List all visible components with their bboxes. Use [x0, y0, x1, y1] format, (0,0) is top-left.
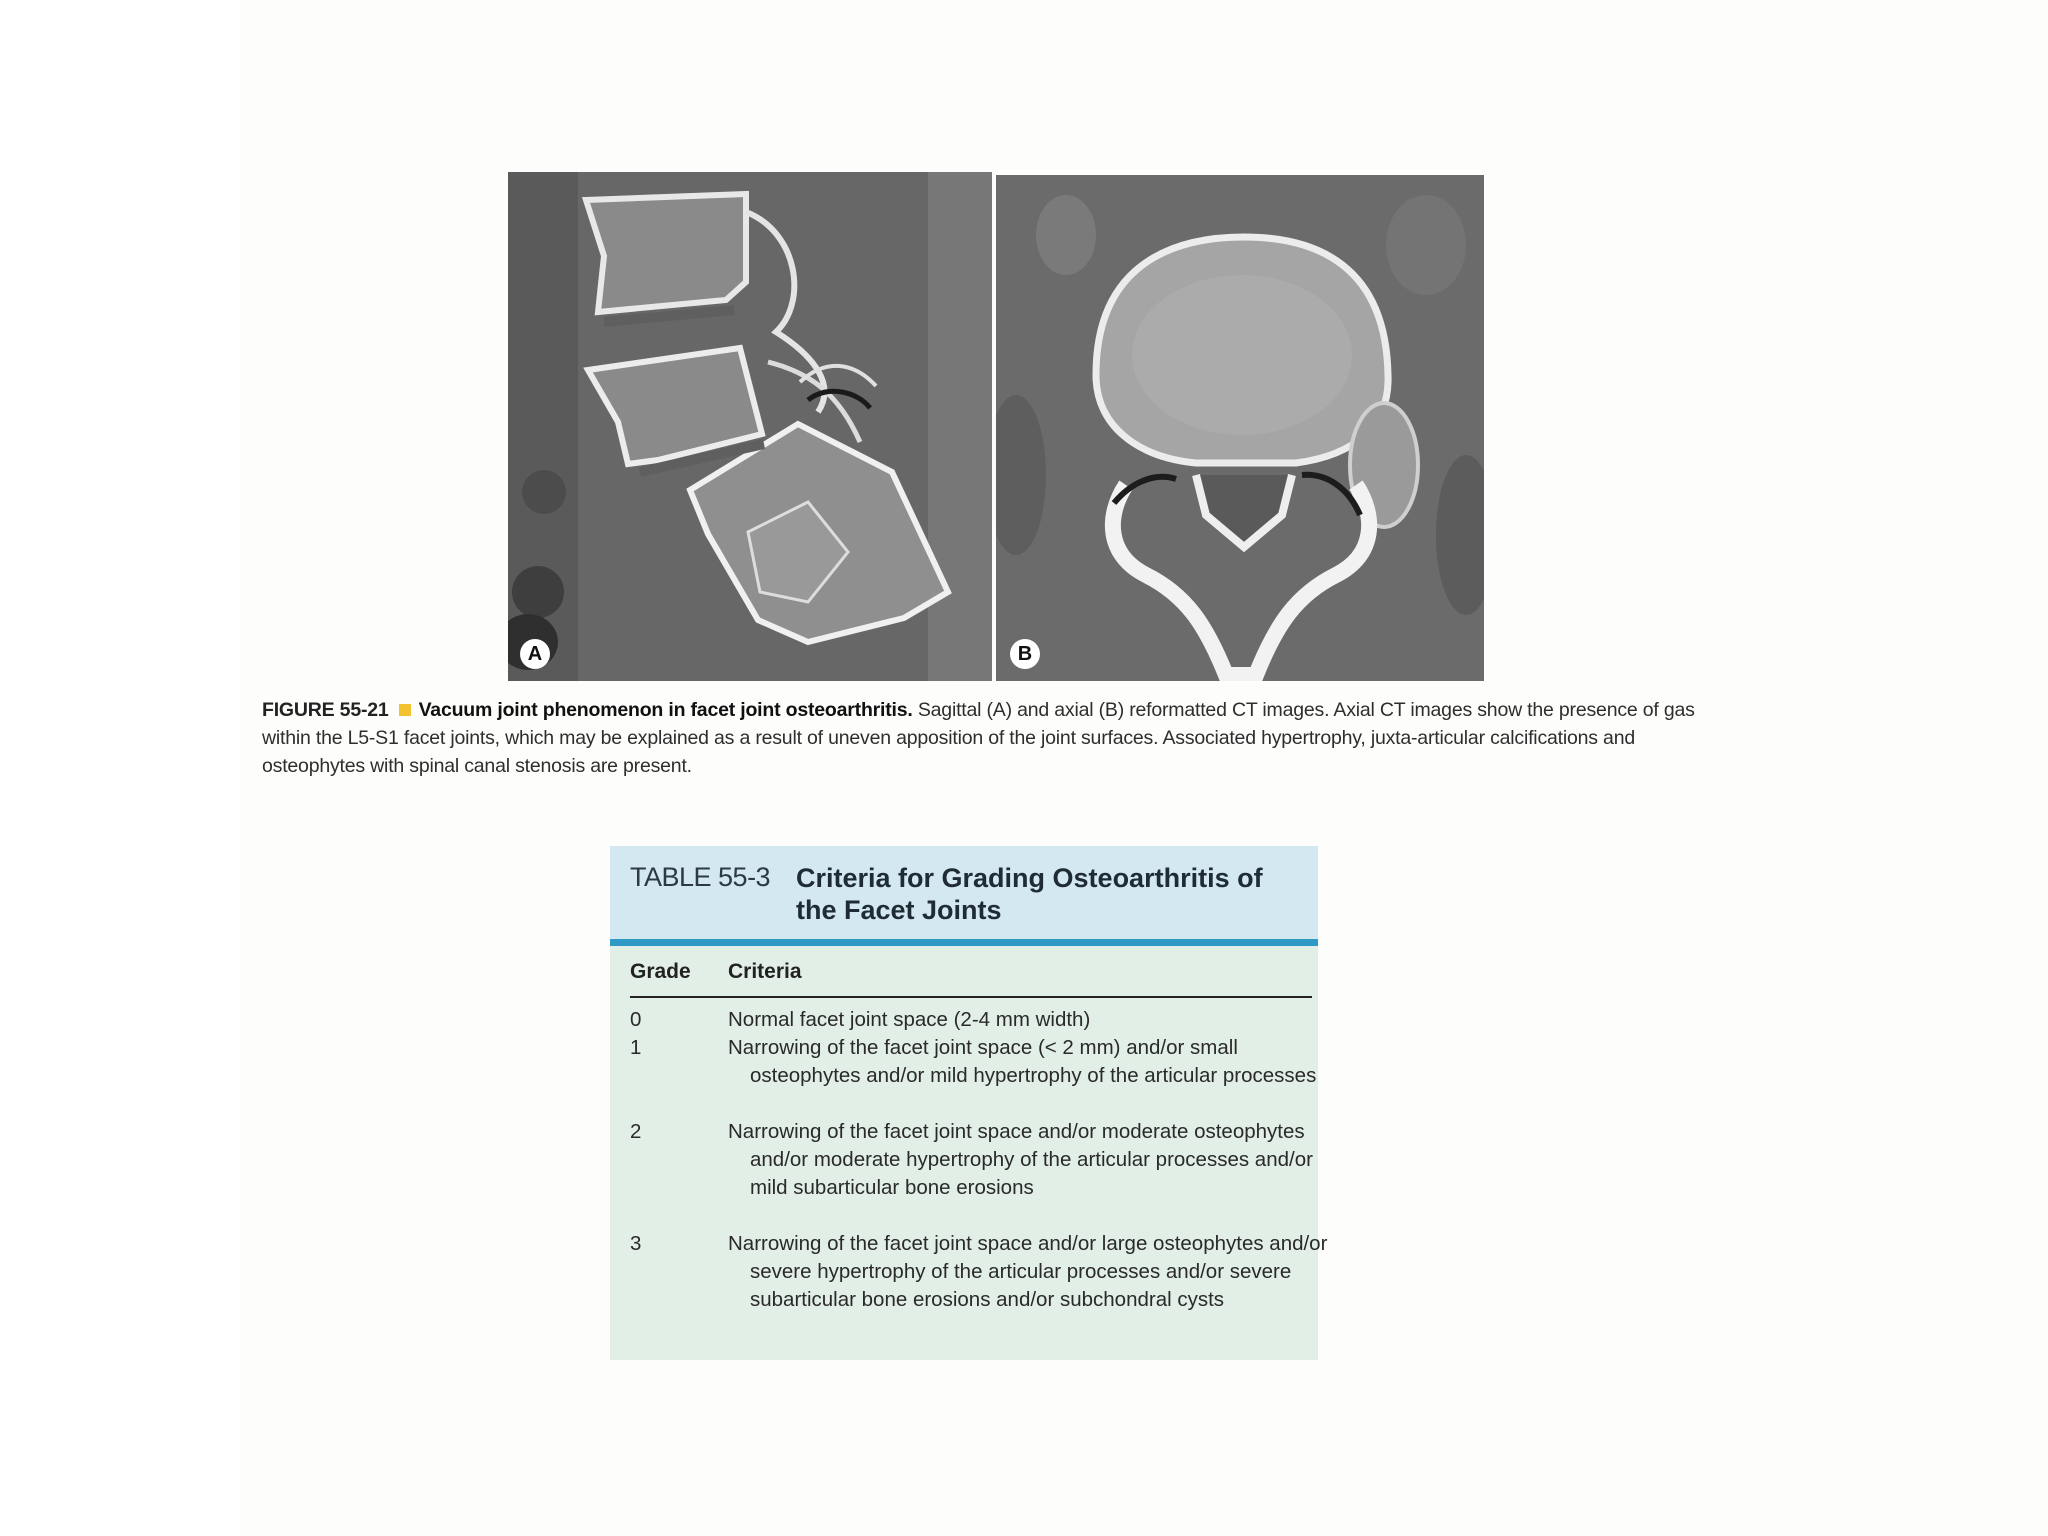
criteria-cell: Normal facet joint space (2-4 mm width) — [728, 1008, 1091, 1031]
criteria-cell: Narrowing of the facet joint space (< 2 mm) and/or small osteophytes and/or mild hypertrophy of the articular processes — [728, 1036, 1317, 1087]
figure-caption — [262, 696, 1732, 780]
figure-number: FIGURE 55-21 — [262, 699, 389, 721]
criteria-cell: Narrowing of the facet joint space and/or moderate osteophytes and/or moderate hypertrophy of the articular processes and/or mild subarticular bone erosions — [728, 1120, 1313, 1199]
table-number: TABLE 55-3 — [630, 862, 771, 892]
panel-label-b: B — [1010, 639, 1040, 669]
figure-title: Vacuum joint phenomenon in facet joint osteoarthritis. — [418, 699, 913, 721]
grade-cell: 0 — [630, 1008, 642, 1031]
grading-table — [610, 846, 1328, 1360]
ct-image-sagittal — [508, 172, 992, 681]
grade-cell: 3 — [630, 1232, 642, 1255]
panel-label-a: A — [520, 639, 550, 669]
criteria-cell: Narrowing of the facet joint space and/or large osteophytes and/or severe hypertrophy of the articular processes and/or severe subarticular bone erosions and/or subchondral cysts — [728, 1232, 1328, 1311]
figure-caption-text: Sagittal (A) and axial (B) reformatted CT images. Axial CT images show the presence of gas within the L5-S1 facet joints, which may be explained as a result of uneven apposition of the joint surfaces. Associated hypertrophy, juxta-articular calcifications and osteophytes with spinal canal stenosis are present. — [262, 699, 1695, 777]
table-title: Criteria for Grading Osteoarthritis of the Facet Joints — [796, 863, 1263, 925]
ct-sagittal-drawing — [508, 172, 992, 681]
ct-axial-drawing — [996, 175, 1484, 681]
column-header-criteria: Criteria — [728, 960, 802, 983]
header-divider — [630, 996, 1312, 998]
caption-bullet-icon — [399, 704, 411, 716]
table-header — [610, 846, 1318, 946]
grade-cell: 1 — [630, 1036, 642, 1059]
ct-image-axial — [996, 175, 1484, 681]
column-header-grade: Grade — [630, 960, 691, 983]
grade-cell: 2 — [630, 1120, 642, 1143]
